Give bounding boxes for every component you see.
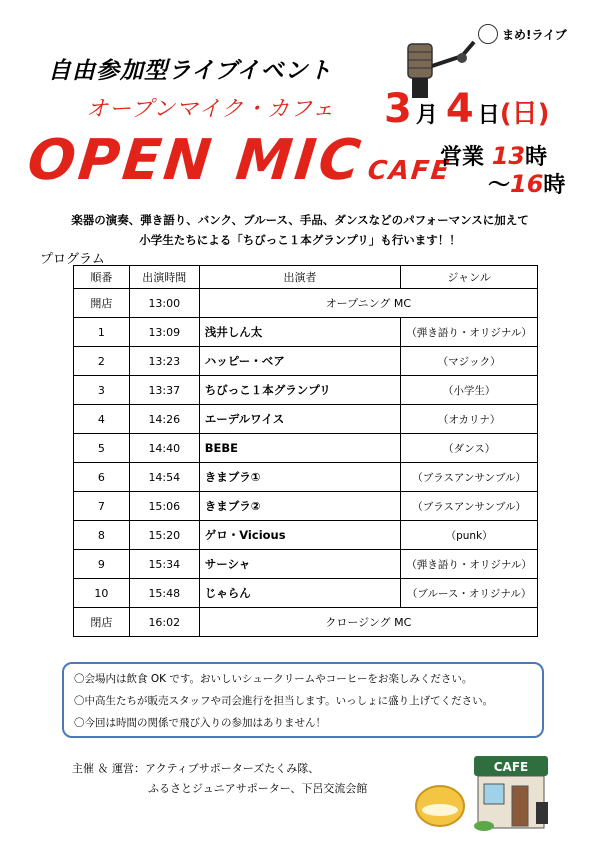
hours-end-value: 16 <box>510 170 544 198</box>
row-performer: じゃらん <box>199 579 401 608</box>
row-order: 6 <box>74 463 130 492</box>
table-row <box>74 347 538 376</box>
row-order: 9 <box>74 550 130 579</box>
row-genre: （ブラスアンサンブル） <box>401 492 538 521</box>
row-order: 4 <box>74 405 130 434</box>
event-subtitle: 自由参加型ライブイベント <box>48 58 333 84</box>
table-row <box>74 405 538 434</box>
row-performer: エーデルワイス <box>199 405 401 434</box>
table-row <box>74 376 538 405</box>
date-month-unit: 月 <box>415 103 438 128</box>
date-day: 4 <box>445 86 474 132</box>
row-order: 10 <box>74 579 130 608</box>
row-performer: サーシャ <box>199 550 401 579</box>
table-row <box>74 463 538 492</box>
header-time: 出演時間 <box>129 266 199 289</box>
open-mic-cafe-title <box>25 128 456 193</box>
note-line: 〇今回は時間の関係で飛び入りの参加はありません！ <box>74 717 326 729</box>
row-order: 8 <box>74 521 130 550</box>
row-order: 閉店 <box>74 608 130 637</box>
row-order: 5 <box>74 434 130 463</box>
hours-tilde: ～ <box>488 173 511 198</box>
row-genre: （ブラスアンサンブル） <box>401 463 538 492</box>
row-genre: （弾き語り・オリジナル） <box>401 318 538 347</box>
row-genre: （小学生） <box>401 376 538 405</box>
row-time: 14:40 <box>129 434 199 463</box>
row-genre: （ブルース・オリジナル） <box>401 579 538 608</box>
hours-end <box>488 168 565 199</box>
row-genre: （punk） <box>401 521 538 550</box>
table-row-open <box>74 289 538 318</box>
row-genre: （ダンス） <box>401 434 538 463</box>
table-row <box>74 434 538 463</box>
event-logo <box>478 24 567 44</box>
hours-start <box>440 140 547 171</box>
intro-line: 楽器の演奏、弾き語り、バンク、ブルース、手品、ダンスなどのパフォーマンスに加えて <box>71 213 529 227</box>
title-main: OPEN MIC <box>24 128 367 193</box>
row-order: 2 <box>74 347 130 376</box>
row-time: 13:23 <box>129 347 199 376</box>
row-genre: （弾き語り・オリジナル） <box>401 550 538 579</box>
program-table <box>73 265 538 637</box>
hours-end-unit: 時 <box>543 173 566 198</box>
date-day-unit: 日 <box>477 103 500 128</box>
row-performer: BEBE <box>199 434 401 463</box>
row-time: 15:34 <box>129 550 199 579</box>
row-mc: クロージング MC <box>199 608 537 637</box>
row-order: 3 <box>74 376 130 405</box>
organizer-line: ふるさとジュニアサポーター、下呂交流会館 <box>148 782 368 795</box>
organizer-line: 主催 ＆ 運営：アクティブサポーターズたくみ隊、 <box>72 762 320 775</box>
program-label: プログラム <box>40 252 105 267</box>
row-performer: ハッピー・ベア <box>199 347 401 376</box>
row-time: 13:09 <box>129 318 199 347</box>
row-order: 7 <box>74 492 130 521</box>
event-name: オープンマイク・カフェ <box>86 97 336 122</box>
note-line: 〇会場内は飲食 OK です。おいしいシュークリームやコーヒーをお楽しみください。 <box>74 673 473 685</box>
row-genre: （マジック） <box>401 347 538 376</box>
intro-line: 小学生たちによる「ちびっこ１本グランプリ」も行います！！ <box>139 233 461 247</box>
table-row <box>74 579 538 608</box>
row-time: 15:06 <box>129 492 199 521</box>
hours-start-value: 13 <box>491 142 526 170</box>
hours-start-unit: 時 <box>525 145 548 170</box>
row-order: 1 <box>74 318 130 347</box>
cafe-illustration <box>412 752 552 832</box>
row-performer: きまブラ① <box>199 463 401 492</box>
row-time: 16:02 <box>129 608 199 637</box>
row-time: 15:20 <box>129 521 199 550</box>
note-line: 〇中高生たちが販売スタッフや司会進行を担当します。いっしょに盛り上げてください。 <box>74 695 494 707</box>
logo-text: まめ!ライブ <box>502 27 567 42</box>
row-genre: （オカリナ） <box>401 405 538 434</box>
table-row-close <box>74 608 538 637</box>
row-time: 14:26 <box>129 405 199 434</box>
header-performer: 出演者 <box>199 266 401 289</box>
table-row <box>74 550 538 579</box>
row-performer: ちびっこ１本グランプリ <box>199 376 401 405</box>
row-time: 13:00 <box>129 289 199 318</box>
row-performer: 浅井しん太 <box>199 318 401 347</box>
row-order: 開店 <box>74 289 130 318</box>
row-time: 15:48 <box>129 579 199 608</box>
intro-text <box>20 210 580 250</box>
header-genre: ジャンル <box>401 266 538 289</box>
hours-label: 営業 <box>440 145 485 170</box>
table-row <box>74 318 538 347</box>
table-row <box>74 521 538 550</box>
table-row <box>74 492 538 521</box>
row-performer: きまブラ② <box>199 492 401 521</box>
row-performer: ゲロ・Vicious <box>199 521 401 550</box>
header-order: 順番 <box>74 266 130 289</box>
event-date <box>384 86 550 132</box>
row-time: 14:54 <box>129 463 199 492</box>
date-weekday: (日) <box>499 99 550 129</box>
table-header-row <box>74 266 538 289</box>
cafe-sign-text: CAFE <box>493 760 529 774</box>
row-time: 13:37 <box>129 376 199 405</box>
notes-box <box>62 662 544 738</box>
row-mc: オープニング MC <box>199 289 537 318</box>
title-sub: CAFE <box>366 156 453 186</box>
date-month: 3 <box>384 86 412 132</box>
